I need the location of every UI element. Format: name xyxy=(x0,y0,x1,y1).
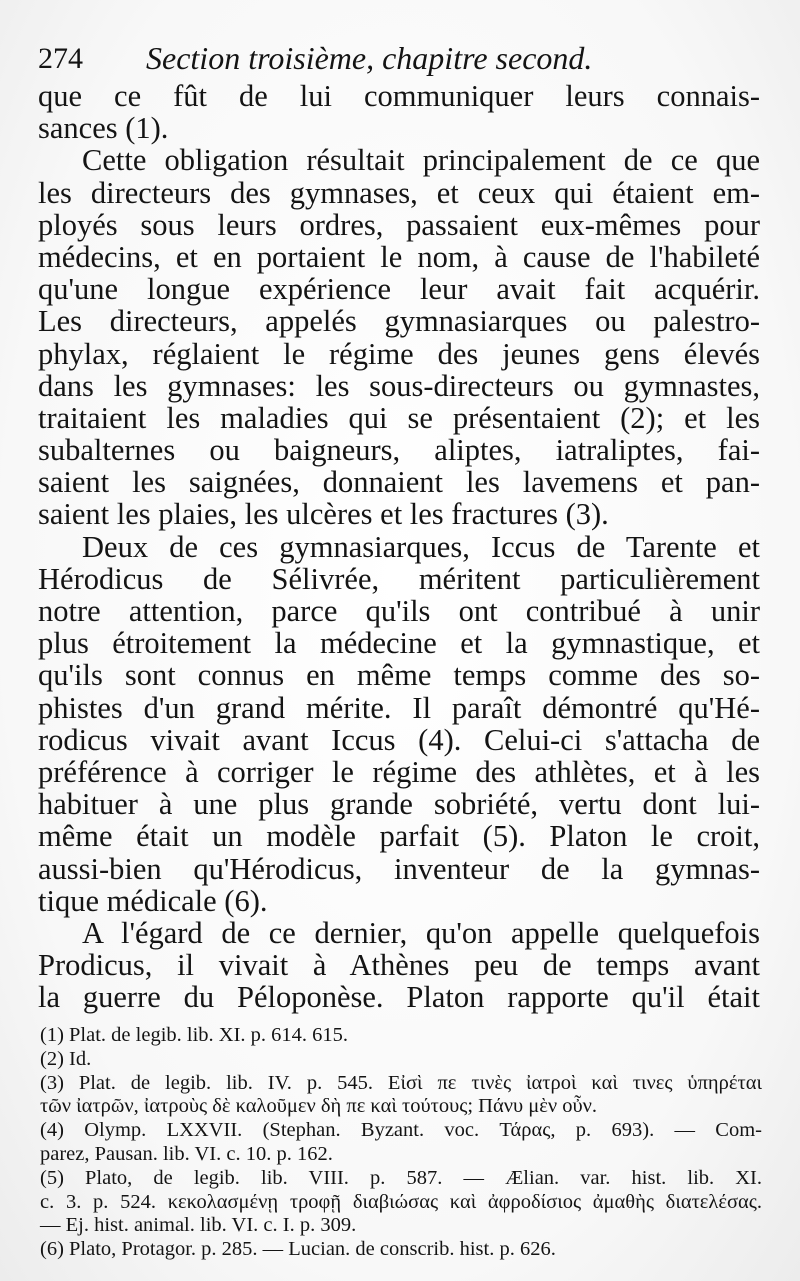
body-line: préférence à corriger le régime des athlètes, et à les xyxy=(38,754,760,789)
body-line: Les directeurs, appelés gymnasiarques ou palestro- xyxy=(38,304,760,339)
body-line: Hérodicus de Sélivrée, méritent particulièrement xyxy=(38,561,760,596)
footnote-line: (5) Plato, de legib. lib. VIII. p. 587. — Ælian. var. hist. lib. XI. xyxy=(40,1166,762,1189)
body-line: phistes d'un grand mérite. Il paraît démontré qu'Hé- xyxy=(38,690,760,725)
footnote-line: (6) Plato, Protagor. p. 285. — Lucian. de conscrib. hist. p. 626. xyxy=(40,1238,556,1261)
body-text xyxy=(38,80,760,1013)
body-line: Cette obligation résultait principalement de ce que xyxy=(82,143,760,178)
body-line: aussi-bien qu'Hérodicus, inventeur de la gymnas- xyxy=(38,851,760,886)
body-line: les directeurs des gymnases, et ceux qui étaient em- xyxy=(38,175,760,210)
footnote-line: c. 3. p. 524. κεκολασμένῃ τροφῇ διαβιώσας καὶ ἀφροδίσιος ἀμαθὴς διατελέσας. xyxy=(40,1190,762,1213)
footnote-line: (1) Plat. de legib. lib. XI. p. 614. 615. xyxy=(40,1024,349,1046)
body-line: qu'une longue expérience leur avait fait acquérir. xyxy=(38,272,760,307)
body-line: la guerre du Péloponèse. Platon rapporte qu'il était xyxy=(38,980,760,1015)
body-line: habituer à une plus grande sobriété, vertu dont lui- xyxy=(38,787,760,822)
footnote-line: — Ej. hist. animal. lib. VI. c. I. p. 309. xyxy=(40,1214,357,1237)
body-line: médecins, et en portaient le nom, à cause de l'habileté xyxy=(38,239,760,274)
body-line: sances (1). xyxy=(38,111,169,146)
body-line: qu'ils sont connus en même temps comme des so- xyxy=(38,658,760,693)
footnote-line: (4) Olymp. LXXVII. (Stephan. Byzant. voc. Τάρας, p. 693). — Com- xyxy=(40,1119,762,1142)
page-number: 274 xyxy=(38,42,83,75)
body-line: traitaient les maladies qui se présentaient (2); et les xyxy=(38,400,760,435)
body-line: dans les gymnases: les sous-directeurs ou gymnastes, xyxy=(38,368,760,403)
footnote-line: (2) Id. xyxy=(40,1047,92,1070)
body-line: rodicus vivait avant Iccus (4). Celui-ci s'attacha de xyxy=(38,722,760,757)
body-line: plus étroitement la médecine et la gymnastique, et xyxy=(38,626,760,661)
footnotes xyxy=(40,1024,762,1262)
body-line: que ce fût de lui communiquer leurs connais- xyxy=(38,79,760,113)
body-line: saient les plaies, les ulcères et les fractures (3). xyxy=(38,497,609,532)
body-line: phylax, réglaient le régime des jeunes gens élevés xyxy=(38,336,760,371)
page-header xyxy=(38,40,758,80)
body-line: même était un modèle parfait (5). Platon le croit, xyxy=(38,819,760,854)
body-line: Deux de ces gymnasiarques, Iccus de Tarente et xyxy=(82,529,760,564)
footnote-line: τῶν ἰατρῶν, ἰατροὺς δὲ καλοῦμεν δὴ πε καὶ τούτους; Πάνυ μὲν οὖν. xyxy=(40,1095,598,1118)
body-line: Prodicus, il vivait à Athènes peu de temps avant xyxy=(38,948,760,983)
body-line: A l'égard de ce dernier, qu'on appelle quelquefois xyxy=(82,915,760,950)
footnote-line: (3) Plat. de legib. lib. IV. p. 545. Εἰσὶ πε τινὲς ἰατροὶ καὶ τινες ὑπηρέται xyxy=(40,1071,762,1094)
body-line: saient les saignées, donnaient les lavemens et pan- xyxy=(38,465,760,500)
footnote-line: parez, Pausan. lib. VI. c. 10. p. 162. xyxy=(40,1142,333,1165)
body-line: notre attention, parce qu'ils ont contribué à unir xyxy=(38,594,760,628)
running-title: Section troisième, chapitre second. xyxy=(146,40,593,76)
body-line: subalternes ou baigneurs, aliptes, iatraliptes, fai- xyxy=(38,433,760,468)
body-line: ployés sous leurs ordres, passaient eux-mêmes pour xyxy=(38,207,760,242)
body-line: tique médicale (6). xyxy=(38,883,268,918)
